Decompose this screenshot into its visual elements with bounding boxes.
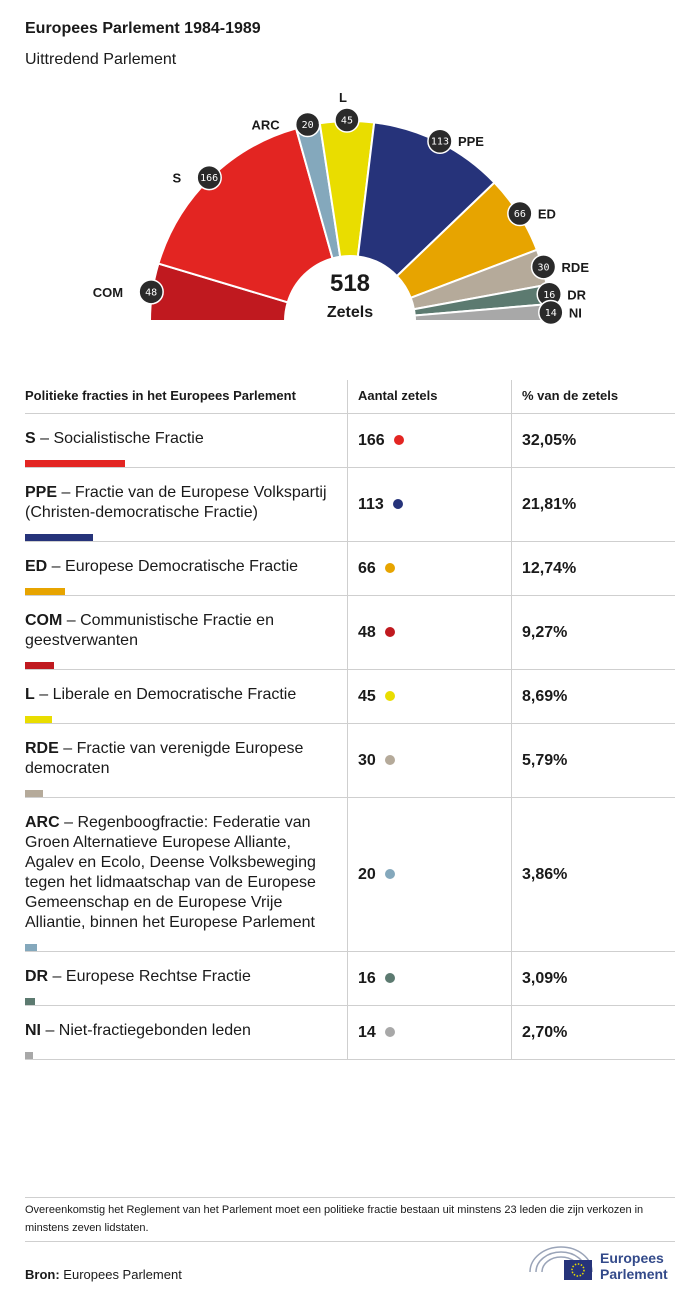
table-row (25, 798, 675, 952)
party-percent-cell (512, 798, 676, 952)
party-full-name: Liberale en Democratische Fractie (52, 686, 297, 703)
party-share-bar (25, 1052, 33, 1059)
table-row (25, 596, 675, 670)
ep-logo-line1: Europees (600, 1250, 664, 1266)
party-share-bar (25, 716, 52, 723)
seat-badge-value: 166 (200, 173, 219, 185)
party-dash: – (35, 430, 54, 447)
footnote: Overeenkomstig het Reglement van het Parlement moet een politieke fractie bestaan uit minstens 23 leden die zijn verkozen in minstens zeven lidstaten. (25, 1197, 675, 1242)
party-description (25, 557, 337, 577)
party-full-name: Europese Rechtse Fractie (65, 968, 251, 985)
party-share-bar (25, 944, 37, 951)
party-seats-cell (348, 414, 512, 468)
ep-logo-icon (528, 1242, 594, 1284)
seat-badge-ppe (428, 129, 452, 153)
party-seats: 66 (358, 559, 376, 577)
party-seats-cell (348, 542, 512, 596)
party-seats: 48 (358, 623, 376, 641)
party-percent-cell (512, 414, 676, 468)
party-percent-cell (512, 952, 676, 1006)
table-header-row (25, 380, 675, 414)
party-name-cell (25, 1006, 348, 1060)
party-abbr: L (25, 686, 35, 703)
party-seats-cell (348, 670, 512, 724)
party-name-cell (25, 798, 348, 952)
table-row (25, 724, 675, 798)
party-color-dot (385, 691, 395, 701)
party-seats: 45 (358, 687, 376, 705)
table-row (25, 952, 675, 1006)
seat-badge-value: 30 (537, 262, 550, 274)
group-label-rde: RDE (561, 259, 590, 275)
ep-logo (528, 1242, 678, 1284)
party-percent-cell (512, 670, 676, 724)
party-color-dot (385, 563, 395, 573)
party-abbr: DR (25, 968, 49, 985)
party-seats: 16 (358, 969, 376, 987)
header-groups: Politieke fracties in het Europees Parlement (25, 380, 348, 414)
group-label-com: COM (92, 284, 124, 300)
party-percent: 5,79% (522, 751, 568, 769)
seat-badge-value: 14 (544, 307, 557, 319)
seat-badge-rde (532, 255, 556, 279)
group-label-ni: NI (568, 305, 582, 321)
party-seats-cell (348, 1006, 512, 1060)
party-dash: – (47, 558, 66, 575)
seat-badge-arc (296, 113, 320, 137)
party-dash: – (59, 814, 78, 831)
party-full-name: Fractie van de Europese Volkspartij (Christen-democratische Fractie) (25, 484, 327, 521)
party-share-bar (25, 588, 65, 595)
party-description (25, 967, 337, 987)
ep-logo-text (600, 1250, 668, 1282)
party-description (25, 739, 337, 779)
party-dash: – (41, 1022, 59, 1039)
party-percent: 8,69% (522, 687, 568, 705)
party-percent-cell (512, 542, 676, 596)
party-seats-cell (348, 596, 512, 670)
party-full-name: Socialistische Fractie (53, 430, 204, 447)
party-color-dot (385, 1027, 395, 1037)
party-seats: 20 (358, 865, 376, 883)
party-percent: 3,09% (522, 969, 568, 987)
party-full-name: Europese Democratische Fractie (65, 558, 299, 575)
party-full-name: Niet-fractiegebonden leden (58, 1022, 251, 1039)
party-share-bar (25, 998, 35, 1005)
chart-title: Europees Parlement 1984-1989 (25, 20, 261, 37)
party-dash: – (58, 740, 77, 757)
table-row (25, 414, 675, 468)
party-share-bar (25, 534, 93, 541)
party-percent-cell (512, 1006, 676, 1060)
ep-logo-line2: Parlement (600, 1266, 668, 1282)
party-dash: – (62, 612, 81, 629)
table-row (25, 468, 675, 542)
party-percent: 32,05% (522, 431, 577, 449)
party-abbr: ARC (25, 814, 60, 831)
chart-subtitle: Uittredend Parlement (25, 51, 177, 68)
party-full-name: Fractie van verenigde Europese democraten (25, 740, 304, 777)
seat-badge-l (335, 108, 359, 132)
party-name-cell (25, 952, 348, 1006)
seat-badge-com (139, 280, 163, 304)
group-label-ppe: PPE (457, 134, 484, 150)
party-seats: 166 (358, 431, 385, 449)
party-abbr: ED (25, 558, 48, 575)
seat-badge-ed (508, 202, 532, 226)
party-seats-cell (348, 724, 512, 798)
party-name-cell (25, 724, 348, 798)
total-seats-label: Zetels (326, 304, 374, 321)
party-name-cell (25, 670, 348, 724)
party-dash: – (48, 968, 66, 985)
party-seats: 30 (358, 751, 376, 769)
party-percent: 12,74% (522, 559, 577, 577)
party-description (25, 813, 337, 933)
group-label-s: S (172, 170, 182, 186)
party-full-name: Communistische Fractie en geestverwanten (25, 612, 274, 649)
table-row (25, 670, 675, 724)
group-label-arc: ARC (251, 117, 280, 133)
party-full-name: Regenboogfractie: Federatie van Groen Alternatieve Europese Alliante, Agalev en Ecolo, Deense Volksbeweging tegen het lidmaatschap van de Europese Gemeenschap en de Europese Vrije Alliantie, binnen het Europese Parlement (25, 814, 316, 931)
table-row (25, 542, 675, 596)
party-color-dot (385, 755, 395, 765)
group-label-ed: ED (537, 206, 556, 222)
party-percent-cell (512, 724, 676, 798)
source-label: Bron: (25, 1267, 60, 1282)
party-description (25, 429, 337, 449)
party-name-cell (25, 468, 348, 542)
party-dash: – (34, 686, 53, 703)
party-description (25, 611, 337, 651)
party-description (25, 1021, 337, 1041)
party-share-bar (25, 662, 54, 669)
party-dash: – (57, 484, 75, 501)
seat-badge-ni (539, 300, 563, 324)
party-seats-cell (348, 798, 512, 952)
total-seats: 518 (329, 270, 371, 297)
party-description (25, 483, 337, 523)
party-percent: 21,81% (522, 495, 577, 513)
header-percent: % van de zetels (512, 380, 676, 414)
seat-badge-s (197, 166, 221, 190)
party-percent-cell (512, 596, 676, 670)
party-color-dot (385, 627, 395, 637)
source-text: Europees Parlement (63, 1267, 182, 1282)
seat-badge-value: 16 (543, 289, 556, 301)
source-line (25, 1267, 182, 1282)
party-name-cell (25, 542, 348, 596)
party-abbr: NI (25, 1022, 41, 1039)
party-seats-cell (348, 952, 512, 1006)
seat-badge-value: 113 (430, 136, 449, 148)
party-abbr: PPE (25, 484, 58, 501)
seat-badge-value: 48 (145, 287, 158, 299)
seat-badge-value: 45 (340, 115, 353, 127)
party-abbr: COM (25, 612, 63, 629)
party-name-cell (25, 414, 348, 468)
hemicycle-chart (0, 84, 700, 344)
party-abbr: S (25, 430, 36, 447)
party-color-dot (385, 973, 395, 983)
party-color-dot (394, 435, 404, 445)
party-name-cell (25, 596, 348, 670)
party-seats-cell (348, 468, 512, 542)
header-seats: Aantal zetels (348, 380, 512, 414)
party-percent: 2,70% (522, 1023, 568, 1041)
party-table (25, 380, 675, 1060)
party-description (25, 685, 337, 705)
party-percent-cell (512, 468, 676, 542)
party-color-dot (385, 869, 395, 879)
party-seats: 14 (358, 1023, 376, 1041)
seat-badge-value: 66 (513, 209, 526, 221)
party-share-bar (25, 790, 43, 797)
group-label-l: L (338, 90, 347, 106)
table-row (25, 1006, 675, 1060)
party-seats: 113 (358, 495, 384, 513)
party-percent: 3,86% (522, 865, 568, 883)
group-label-dr: DR (567, 287, 586, 303)
party-color-dot (393, 499, 403, 509)
party-abbr: RDE (25, 740, 59, 757)
party-percent: 9,27% (522, 623, 568, 641)
seat-badge-value: 20 (301, 120, 314, 132)
party-share-bar (25, 460, 125, 467)
